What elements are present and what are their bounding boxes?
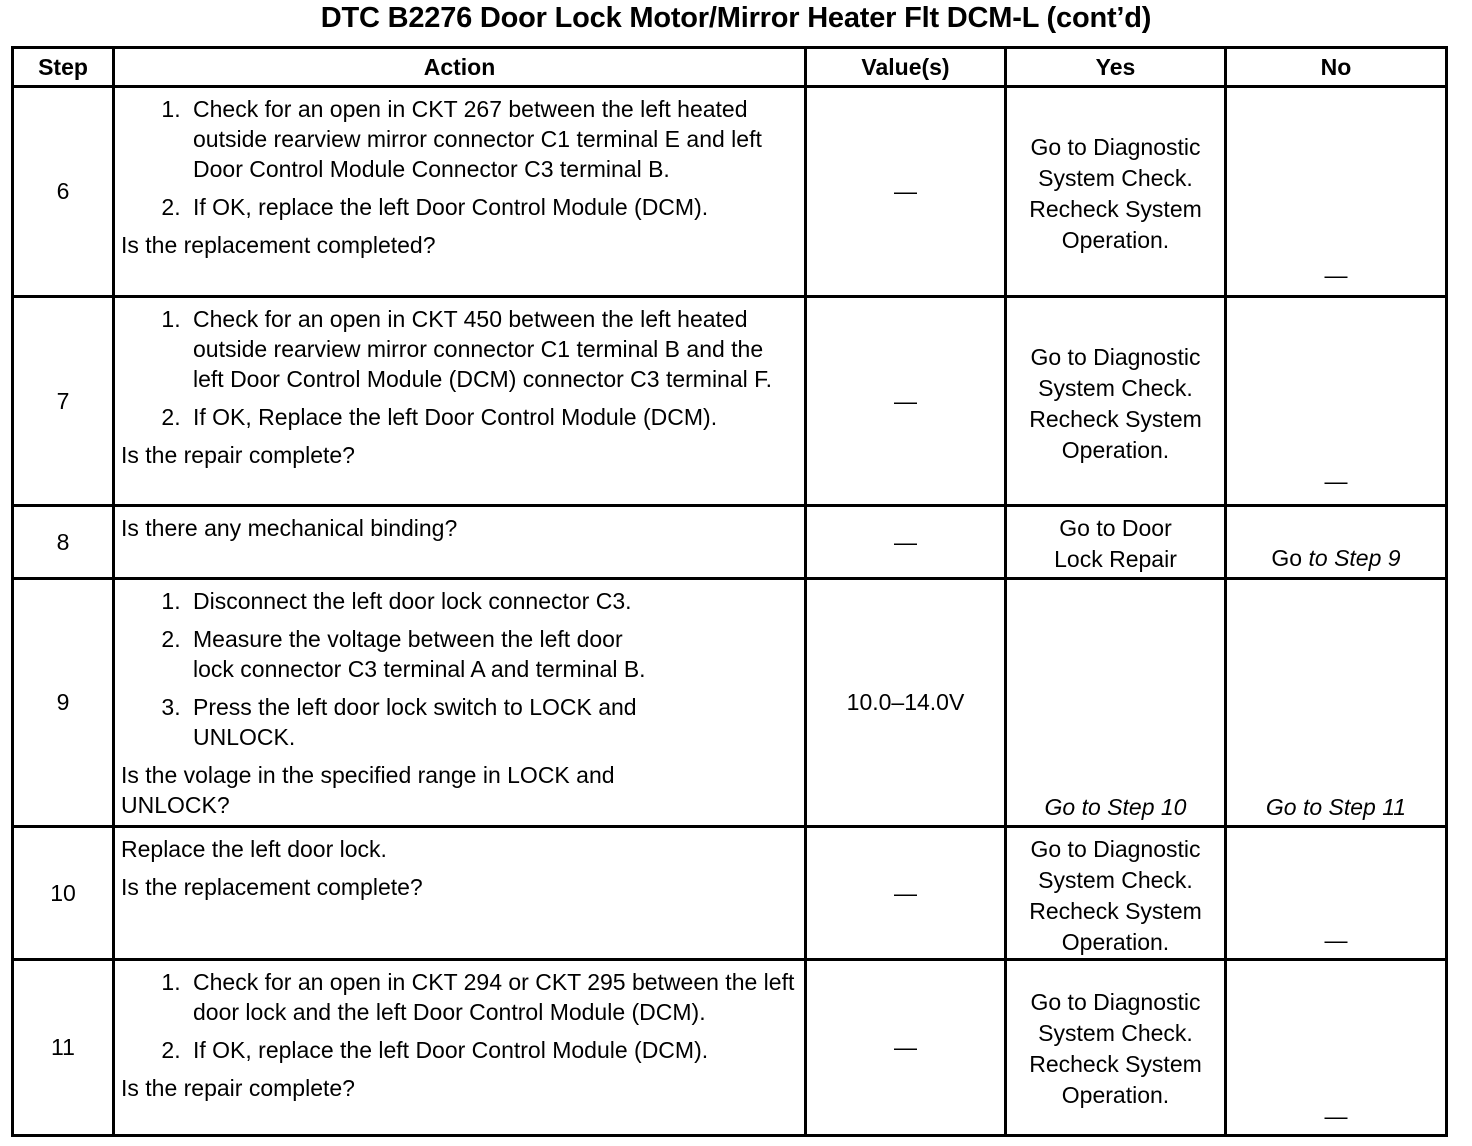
no-cell [1226, 506, 1447, 579]
step-number: 8 [13, 506, 114, 579]
no-text: — [1324, 262, 1348, 288]
no-cell [1226, 297, 1447, 506]
table-row [13, 297, 1447, 506]
yes-text: Go to Diagnostic System Check. Recheck System Operation. [1029, 836, 1202, 955]
no-link: to Step 9 [1308, 545, 1401, 571]
action-cell [114, 827, 806, 960]
value-cell: — [806, 960, 1006, 1136]
action-item: 1. Check for an open in CKT 450 between the left heated outside rearview mirror connector C1 terminal B and the left Door Control Module (DCM) connector C3 terminal F. [187, 304, 798, 394]
no-prefix: Go [1271, 545, 1309, 571]
step-number: 6 [13, 87, 114, 297]
no-cell [1226, 87, 1447, 297]
table-row [13, 87, 1447, 297]
action-item: 1. Disconnect the left door lock connector C3. [187, 586, 668, 616]
no-cell [1226, 827, 1447, 960]
header-no: No [1226, 48, 1447, 87]
table-row [13, 579, 1447, 827]
header-yes: Yes [1006, 48, 1226, 87]
yes-cell [1006, 506, 1226, 579]
header-action: Action [114, 48, 806, 87]
action-question: Is the repair complete? [121, 1075, 355, 1101]
action-question: Is there any mechanical binding? [121, 515, 458, 541]
action-cell [114, 960, 806, 1136]
step-number: 9 [13, 579, 114, 827]
no-text: — [1324, 927, 1348, 953]
action-question: Is the replacement completed? [121, 232, 436, 258]
yes-text: Go to Diagnostic System Check. Recheck System Operation. [1029, 134, 1202, 253]
table-row [13, 827, 1447, 960]
header-row [13, 48, 1447, 87]
value-cell: — [806, 297, 1006, 506]
action-item: 2. If OK, replace the left Door Control Module (DCM). [187, 192, 798, 222]
action-line: Replace the left door lock. [121, 836, 387, 862]
action-item: 2. Measure the voltage between the left door lock connector C3 terminal A and terminal B. [187, 624, 668, 684]
action-cell [114, 506, 806, 579]
no-text: — [1324, 1103, 1348, 1129]
step-number: 11 [13, 960, 114, 1136]
page-title: DTC B2276 Door Lock Motor/Mirror Heater Flt DCM-L (cont’d) [320, 2, 1152, 34]
action-item: 3. Press the left door lock switch to LOCK and UNLOCK. [187, 692, 668, 752]
yes-text: Go to Door Lock Repair [1054, 515, 1177, 572]
value-cell: — [806, 506, 1006, 579]
yes-cell [1006, 579, 1226, 827]
value-cell: — [806, 87, 1006, 297]
table-row [13, 960, 1447, 1136]
yes-cell [1006, 297, 1226, 506]
yes-text: Go to Step 10 [1044, 794, 1187, 820]
action-item: 1. Check for an open in CKT 267 between the left heated outside rearview mirror connector C1 terminal E and left Door Control Module Connector C3 terminal B. [187, 94, 798, 184]
action-cell [114, 579, 806, 827]
action-item: 2. If OK, replace the left Door Control Module (DCM). [187, 1035, 798, 1065]
yes-cell [1006, 827, 1226, 960]
no-text: — [1324, 468, 1348, 494]
action-question: Is the replacement complete? [121, 874, 423, 900]
action-cell [114, 87, 806, 297]
yes-cell [1006, 960, 1226, 1136]
no-text: Go to Step 11 [1265, 794, 1407, 820]
action-item: 2. If OK, Replace the left Door Control Module (DCM). [187, 402, 798, 432]
table-row [13, 506, 1447, 579]
no-cell [1226, 579, 1447, 827]
header-values: Value(s) [806, 48, 1006, 87]
action-question: Is the repair complete? [121, 442, 355, 468]
step-number: 7 [13, 297, 114, 506]
no-cell [1226, 960, 1447, 1136]
value-cell: 10.0–14.0V [806, 579, 1006, 827]
action-cell [114, 297, 806, 506]
action-item: 1. Check for an open in CKT 294 or CKT 295 between the left door lock and the left Door Control Module (DCM). [187, 967, 798, 1027]
step-number: 10 [13, 827, 114, 960]
yes-text: Go to Diagnostic System Check. Recheck System Operation. [1029, 344, 1202, 463]
yes-text: Go to Diagnostic System Check. Recheck System Operation. [1029, 989, 1202, 1108]
diagnostic-table [11, 46, 1448, 1137]
yes-cell [1006, 87, 1226, 297]
no-text [1227, 543, 1445, 574]
action-question: Is the volage in the specified range in LOCK and UNLOCK? [121, 762, 615, 818]
header-step: Step [13, 48, 114, 87]
value-cell: — [806, 827, 1006, 960]
